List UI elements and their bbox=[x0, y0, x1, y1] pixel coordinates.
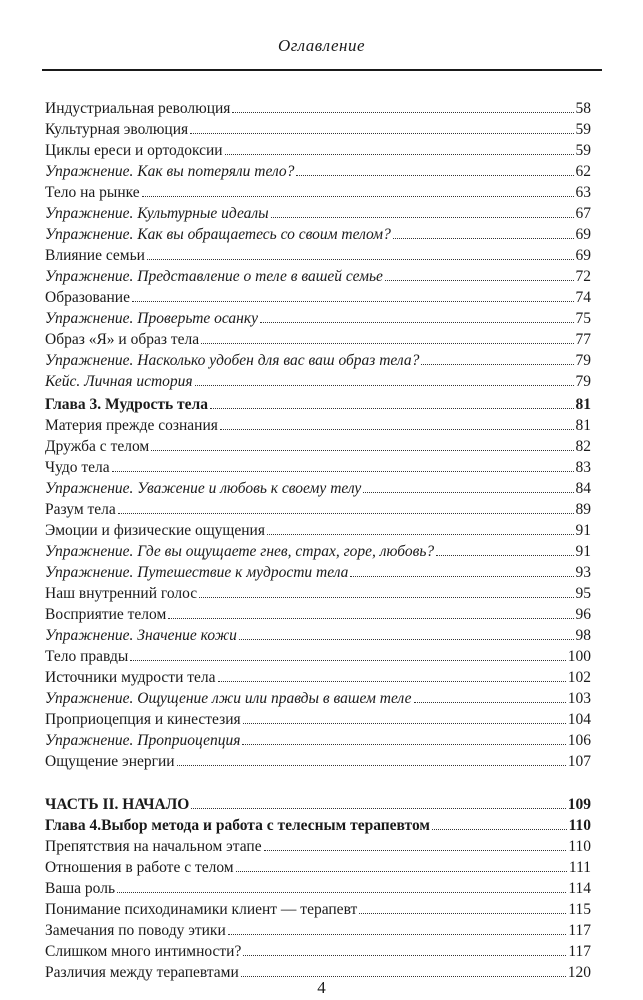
toc-entry-title: Упражнение. Ощущение лжи или правды в вашем теле bbox=[45, 689, 412, 707]
toc-entry bbox=[45, 412, 591, 433]
toc-entry-title: Проприоцепция и кинестезия bbox=[45, 710, 241, 728]
toc-leader bbox=[147, 259, 574, 260]
toc-leader bbox=[385, 280, 574, 281]
toc-entry-page: 100 bbox=[567, 647, 591, 665]
toc-entry-page: 59 bbox=[575, 120, 591, 138]
toc-entry bbox=[45, 833, 591, 854]
toc-entry-title: Кейс. Личная история bbox=[45, 372, 193, 390]
toc-entry bbox=[45, 496, 591, 517]
toc-entry-page: 79 bbox=[575, 351, 591, 369]
toc-entry-title: Индустриальная революция bbox=[45, 99, 231, 117]
toc-leader bbox=[350, 576, 573, 577]
toc-entry-title: Слишком много интимности? bbox=[45, 942, 242, 960]
toc-leader bbox=[236, 871, 567, 872]
toc-entry bbox=[45, 706, 591, 727]
toc-leader bbox=[132, 301, 574, 302]
toc-entry-title: Глава 4.Выбор метода и работа с телесным терапевтом bbox=[45, 816, 430, 834]
toc-leader bbox=[191, 808, 565, 809]
toc-entry-title: Влияние семьи bbox=[45, 246, 145, 264]
toc-entry bbox=[45, 875, 591, 896]
toc-entry bbox=[45, 727, 591, 748]
toc-entry-page: 91 bbox=[575, 542, 591, 560]
toc-entry-title: Замечания по поводу этики bbox=[45, 921, 226, 939]
toc-entry-title: Упражнение. Путешествие к мудрости тела bbox=[45, 563, 349, 581]
toc-entry bbox=[45, 368, 591, 389]
toc-leader bbox=[151, 450, 573, 451]
toc-entry-title: Циклы ереси и ортодоксии bbox=[45, 141, 223, 159]
toc-entry-title: Препятствия на начальном этапе bbox=[45, 837, 262, 855]
toc-entry bbox=[45, 580, 591, 601]
toc-leader bbox=[225, 154, 574, 155]
toc-entry-title: Упражнение. Проприоцепция bbox=[45, 731, 241, 749]
toc-leader bbox=[414, 702, 566, 703]
toc-entry-page: 83 bbox=[575, 458, 591, 476]
toc-entry bbox=[45, 284, 591, 305]
toc-entry-title: Восприятие телом bbox=[45, 605, 167, 623]
toc-entry-page: 114 bbox=[568, 879, 591, 897]
toc-leader bbox=[199, 597, 573, 598]
toc-entry-title: Наш внутренний голос bbox=[45, 584, 198, 602]
toc-entry-page: 82 bbox=[575, 437, 591, 455]
toc-entry-page: 81 bbox=[575, 416, 591, 434]
toc-entry-title: Различия между терапевтами bbox=[45, 963, 239, 981]
toc-entry bbox=[45, 305, 591, 326]
toc-entry-title: Ваша роль bbox=[45, 879, 116, 897]
toc-entry-page: 84 bbox=[575, 479, 591, 497]
toc-leader bbox=[271, 217, 574, 218]
toc-leader bbox=[296, 175, 573, 176]
toc-entry-page: 77 bbox=[575, 330, 591, 348]
toc-entry-page: 81 bbox=[575, 395, 591, 413]
toc-entry-title: Источники мудрости тела bbox=[45, 668, 216, 686]
toc-leader bbox=[118, 513, 574, 514]
toc-leader bbox=[112, 471, 574, 472]
toc-entry-title: Культурная эволюция bbox=[45, 120, 189, 138]
toc-entry-page: 69 bbox=[575, 246, 591, 264]
toc-entry-title: Понимание психодинамики клиент — терапевт bbox=[45, 900, 358, 918]
toc-entry-page: 103 bbox=[567, 689, 591, 707]
header-rule bbox=[42, 69, 602, 71]
toc-leader bbox=[190, 133, 573, 134]
toc-leader bbox=[267, 534, 574, 535]
toc-entry-title: Упражнение. Значение кожи bbox=[45, 626, 237, 644]
toc-entry bbox=[45, 643, 591, 664]
toc-entry-title: Тело правды bbox=[45, 647, 129, 665]
toc-entry-title: Образование bbox=[45, 288, 130, 306]
toc-leader bbox=[210, 408, 574, 409]
toc-entry-title: Дружба с телом bbox=[45, 437, 150, 455]
page-number: 4 bbox=[317, 978, 326, 997]
toc-leader bbox=[243, 955, 566, 956]
toc-entry bbox=[45, 854, 591, 875]
toc-entry bbox=[45, 559, 591, 580]
toc-entry-title: Упражнение. Где вы ощущаете гнев, страх, горе, любовь? bbox=[45, 542, 435, 560]
toc-entry bbox=[45, 896, 591, 917]
toc-leader bbox=[232, 112, 573, 113]
toc-leader bbox=[218, 681, 566, 682]
toc-entry bbox=[45, 664, 591, 685]
toc-entry-title: Упражнение. Представление о теле в вашей семье bbox=[45, 267, 383, 285]
toc-entry-page: 72 bbox=[575, 267, 591, 285]
toc-entry bbox=[45, 200, 591, 221]
toc-entry bbox=[45, 622, 591, 643]
toc-entry-page: 117 bbox=[568, 921, 591, 939]
toc-entry-page: 69 bbox=[575, 225, 591, 243]
toc-leader bbox=[242, 744, 565, 745]
toc-entry-title: Упражнение. Культурные идеалы bbox=[45, 204, 269, 222]
toc-entry bbox=[45, 221, 591, 242]
toc-entry bbox=[45, 95, 591, 116]
toc-entry-page: 120 bbox=[567, 963, 591, 981]
toc-entry bbox=[45, 475, 591, 496]
toc-chapter-entry bbox=[45, 391, 591, 412]
toc-entry-page: 58 bbox=[575, 99, 591, 117]
toc-entry bbox=[45, 137, 591, 158]
toc-entry-page: 96 bbox=[575, 605, 591, 623]
toc-entry bbox=[45, 959, 591, 980]
toc-entry-title: Упражнение. Уважение и любовь к своему телу bbox=[45, 479, 362, 497]
toc-entry bbox=[45, 326, 591, 347]
toc-entry-page: 106 bbox=[567, 731, 591, 749]
toc-entry-page: 62 bbox=[575, 162, 591, 180]
toc-leader bbox=[436, 555, 573, 556]
toc-entry-page: 107 bbox=[567, 752, 591, 770]
toc-entry-title: Упражнение. Как вы обращаетесь со своим телом? bbox=[45, 225, 391, 243]
toc-leader bbox=[264, 850, 567, 851]
toc-leader bbox=[168, 618, 573, 619]
toc-entry bbox=[45, 263, 591, 284]
toc-entry-title: Упражнение. Насколько удобен для вас ваш образ тела? bbox=[45, 351, 420, 369]
toc-leader bbox=[228, 934, 567, 935]
toc-entry bbox=[45, 454, 591, 475]
toc-leader bbox=[260, 322, 574, 323]
toc-leader bbox=[363, 492, 573, 493]
toc-entry-title: ЧАСТЬ II. НАЧАЛО bbox=[45, 795, 190, 813]
toc-leader bbox=[117, 892, 566, 893]
page-header-title: Оглавление bbox=[277, 36, 366, 55]
toc-entry bbox=[45, 538, 591, 559]
toc-leader bbox=[201, 343, 573, 344]
toc-entry-page: 74 bbox=[575, 288, 591, 306]
toc-entry-page: 89 bbox=[575, 500, 591, 518]
toc-entry-title: Тело на рынке bbox=[45, 183, 140, 201]
toc-entry-title: Чудо тела bbox=[45, 458, 110, 476]
toc-entry-title: Материя прежде сознания bbox=[45, 416, 218, 434]
toc-leader bbox=[241, 976, 566, 977]
toc-entry-page: 104 bbox=[567, 710, 591, 728]
toc-entry-page: 79 bbox=[575, 372, 591, 390]
toc-entry bbox=[45, 917, 591, 938]
toc-entry bbox=[45, 179, 591, 200]
toc-leader bbox=[130, 660, 565, 661]
toc-entry-title: Упражнение. Как вы потеряли тело? bbox=[45, 162, 295, 180]
toc-entry bbox=[45, 242, 591, 263]
toc-entry-page: 98 bbox=[575, 626, 591, 644]
toc-entry bbox=[45, 116, 591, 137]
toc-entry-page: 93 bbox=[575, 563, 591, 581]
toc-entry-title: Образ «Я» и образ тела bbox=[45, 330, 200, 348]
toc-entry-page: 110 bbox=[568, 816, 591, 834]
toc-entry-page: 111 bbox=[568, 858, 591, 876]
toc-leader bbox=[432, 829, 567, 830]
toc-leader bbox=[243, 723, 566, 724]
toc-entry-page: 102 bbox=[567, 668, 591, 686]
toc-entry bbox=[45, 433, 591, 454]
toc-entry-page: 75 bbox=[575, 309, 591, 327]
toc-entry bbox=[45, 601, 591, 622]
toc-entry-page: 109 bbox=[567, 795, 591, 813]
toc-leader bbox=[142, 196, 574, 197]
toc-entry-title: Отношения в работе с телом bbox=[45, 858, 234, 876]
toc-leader bbox=[177, 765, 566, 766]
toc-entry-page: 59 bbox=[575, 141, 591, 159]
toc-entry bbox=[45, 938, 591, 959]
toc-entry-page: 117 bbox=[568, 942, 591, 960]
toc-entry bbox=[45, 158, 591, 179]
toc-entry-title: Эмоции и физические ощущения bbox=[45, 521, 265, 539]
toc-entry-page: 115 bbox=[568, 900, 591, 918]
toc-entry bbox=[45, 347, 591, 368]
toc-entry-title: Ощущение энергии bbox=[45, 752, 175, 770]
toc-leader bbox=[421, 364, 573, 365]
toc-entry-title: Разум тела bbox=[45, 500, 116, 518]
toc-entry bbox=[45, 748, 591, 769]
toc-entry bbox=[45, 517, 591, 538]
toc-entry-page: 110 bbox=[568, 837, 591, 855]
toc-entry-page: 67 bbox=[575, 204, 591, 222]
toc-leader bbox=[195, 385, 574, 386]
toc-part-entry bbox=[45, 791, 591, 812]
toc-leader bbox=[393, 238, 574, 239]
toc-entry bbox=[45, 685, 591, 706]
toc-entry-page: 91 bbox=[575, 521, 591, 539]
toc-entry-page: 63 bbox=[575, 183, 591, 201]
toc-leader bbox=[220, 429, 574, 430]
toc-leader bbox=[239, 639, 574, 640]
toc-entry-title: Упражнение. Проверьте осанку bbox=[45, 309, 258, 327]
toc-entry-page: 95 bbox=[575, 584, 591, 602]
toc-leader bbox=[359, 913, 566, 914]
toc-chapter-entry bbox=[45, 812, 591, 833]
toc-entry-title: Глава 3. Мудрость тела bbox=[45, 395, 208, 413]
